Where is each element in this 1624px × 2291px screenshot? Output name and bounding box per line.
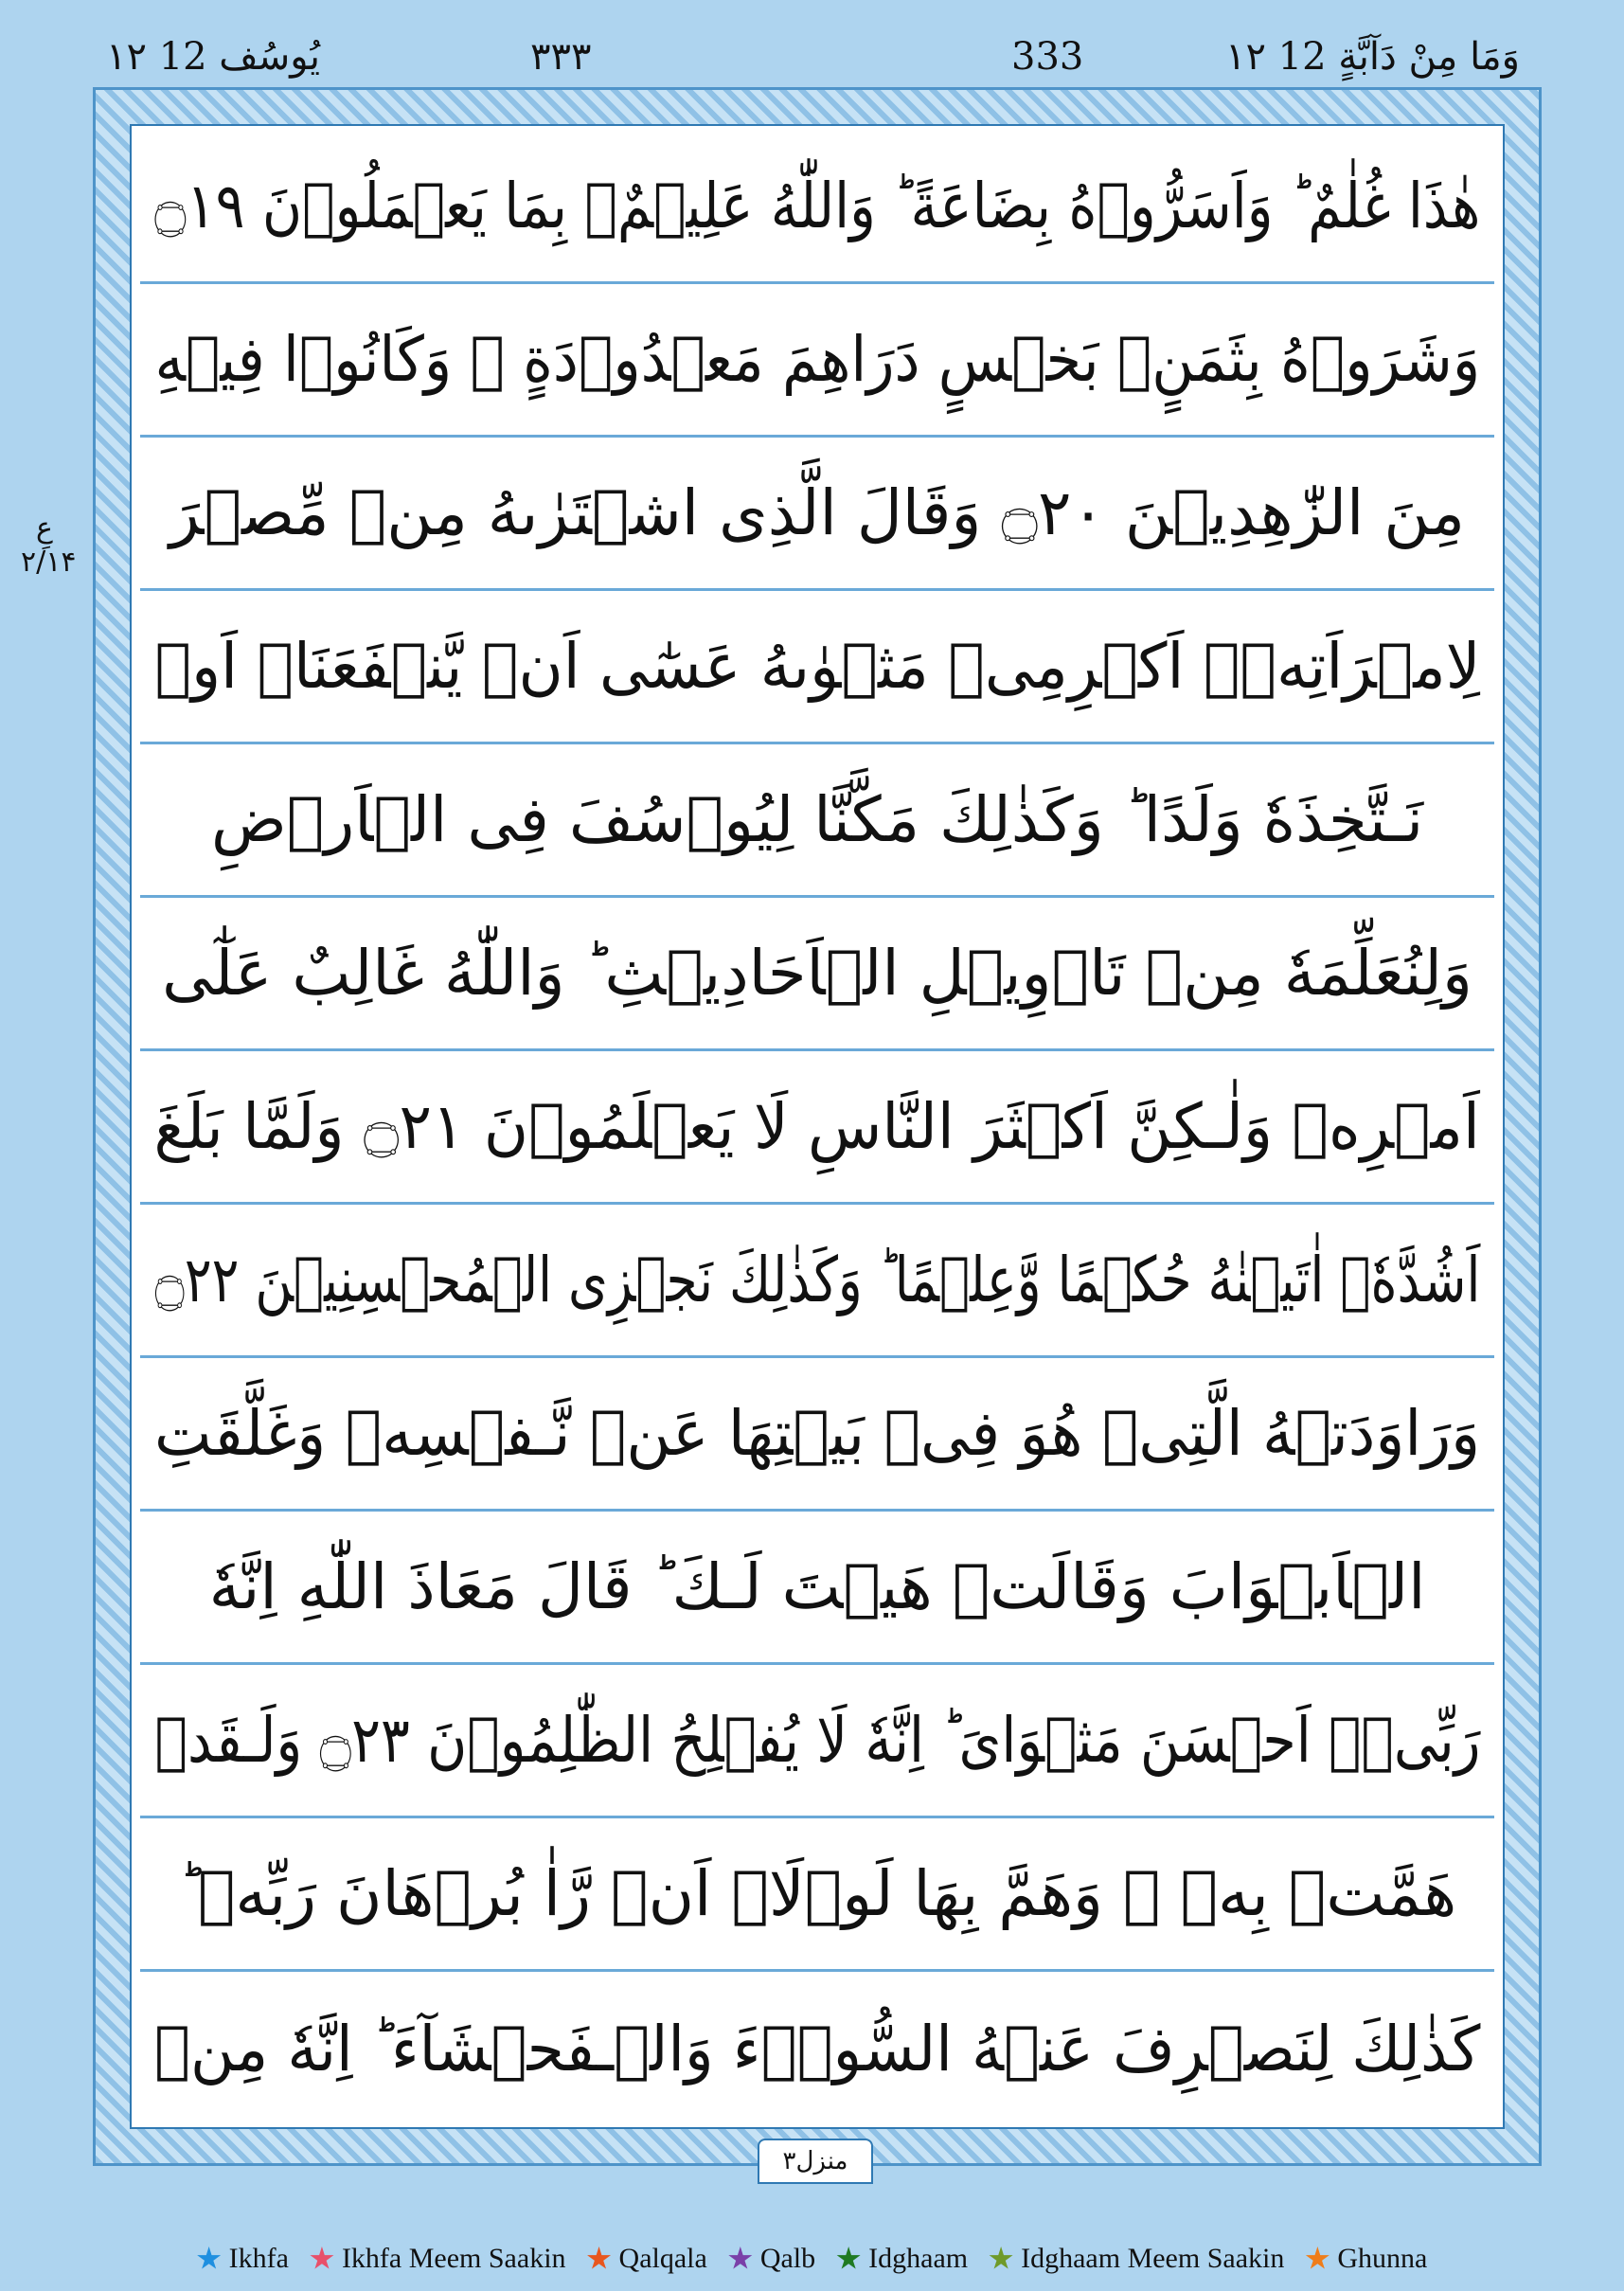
legend-item-qalqala	[587, 2243, 707, 2275]
star-icon	[310, 2246, 334, 2271]
star-icon	[1305, 2246, 1330, 2271]
verse-lines	[140, 131, 1494, 2120]
legend-label: Ikhfa Meem Saakin	[341, 2243, 566, 2274]
legend-item-ikhfa	[197, 2243, 289, 2275]
legend-item-idghaam	[836, 2243, 968, 2275]
verse-line-text: اَمۡرِهٖ وَلٰـكِنَّ اَكۡثَرَ النَّاسِ لَا يَعۡلَمُوۡنَ ۝٢١ وَلَمَّا بَلَغَ	[153, 1090, 1481, 1163]
legend-label: Ikhfa	[228, 2243, 289, 2274]
star-icon	[587, 2246, 612, 2271]
verse-line	[140, 1205, 1494, 1358]
verse-line-text: وَشَرَوۡهُ بِثَمَنٍۢ بَخۡسٍ دَرَاهِمَ مَعۡدُوۡدَةٍ ۚ وَكَانُوۡا فِيۡهِ	[154, 323, 1480, 396]
legend-label: Ghunna	[1337, 2243, 1428, 2274]
verse-line-text: كَذٰلِكَ لِنَصۡرِفَ عَنۡهُ السُّوۡۤءَ وَالۡـفَحۡشَآءَ ؕ اِنَّهٗ مِنۡ	[153, 2012, 1481, 2085]
star-icon	[989, 2246, 1013, 2271]
verse-line	[140, 898, 1494, 1051]
tajweed-legend	[0, 2235, 1624, 2282]
manzil-label: منزل۳	[758, 2139, 873, 2184]
verse-line	[140, 1358, 1494, 1512]
juz-header-label: ۱۲ وَمَا مِنْ دَآبَّةٍ 12	[1224, 35, 1520, 79]
verse-line	[140, 1512, 1494, 1665]
legend-label: Qalb	[759, 2243, 816, 2274]
star-icon	[197, 2246, 222, 2271]
verse-line	[140, 744, 1494, 898]
verse-line-text: هٰذَا غُلٰمٌ ؕ وَاَسَرُّوۡهُ بِضَاعَةً ؕ وَاللّٰهُ عَلِيۡمٌۢ بِمَا يَعۡمَلُوۡنَ ۝١٩	[153, 170, 1481, 242]
verse-line-text: لِامۡرَاَتِهٖۤ اَكۡرِمِىۡ مَثۡوٰٮهُ عَسٰٓى اَنۡ يَّنۡفَعَنَاۤ اَوۡ	[154, 630, 1480, 703]
page-number-arabic: ۳۳۳	[530, 35, 592, 79]
verse-line	[140, 1818, 1494, 1972]
legend-item-idghaam-meem-saakin	[989, 2243, 1284, 2275]
verse-line	[140, 1972, 1494, 2125]
verse-line	[140, 284, 1494, 438]
verse-line-text: وَلِنُعَلِّمَهٗ مِنۡ تَاۡوِيۡلِ الۡاَحَادِيۡثِ ؕ وَاللّٰهُ غَالِبٌ عَلٰٓى	[162, 937, 1472, 1010]
verse-line-text: مِنَ الزّٰهِدِيۡنَ ۝٢٠ وَقَالَ الَّذِى اشۡتَرٰٮهُ مِنۡ مِّصۡرَ	[170, 476, 1465, 549]
star-icon	[836, 2246, 861, 2271]
verse-line	[140, 1051, 1494, 1205]
legend-label: Qalqala	[618, 2243, 707, 2274]
legend-label: Idghaam Meem Saakin	[1021, 2243, 1285, 2274]
verse-line-text: الۡاَبۡوَابَ وَقَالَتۡ هَيۡتَ لَـكَ ؕ قَالَ مَعَاذَ اللّٰهِ اِنَّهٗ	[208, 1550, 1426, 1623]
verse-line	[140, 438, 1494, 591]
verse-line	[140, 131, 1494, 284]
verse-line-text: اَشُدَّهٗۤ اٰتَيۡنٰهُ حُكۡمًا وَّعِلۡمًا ؕ وَكَذٰلِكَ نَجۡزِى الۡمُحۡسِنِيۡنَ ۝٢٢	[154, 1244, 1480, 1316]
page-header	[0, 0, 1624, 87]
verse-line	[140, 591, 1494, 744]
legend-item-qalb	[728, 2243, 815, 2275]
verse-line-text: رَبِّىۡۤ اَحۡسَنَ مَثۡوَاىَ ؕ اِنَّهٗ لَا يُفۡلِحُ الظّٰلِمُوۡنَ ۝٢٣ وَلَـقَدۡ	[154, 1704, 1480, 1777]
surah-header-label: ۱۲ یُوسُف 12	[106, 35, 321, 79]
legend-item-ikhfa-meem-saakin	[310, 2243, 566, 2275]
star-icon	[728, 2246, 753, 2271]
page-number-latin: 333	[1011, 35, 1084, 79]
ruku-margin-mark: عِ ۲/۱۴	[21, 511, 77, 579]
legend-label: Idghaam	[868, 2243, 969, 2274]
verse-line	[140, 1665, 1494, 1818]
legend-item-ghunna	[1305, 2243, 1427, 2275]
verse-line-text: نَـتَّخِذَهٗ وَلَدًا ؕ وَكَذٰلِكَ مَكَّنَّا لِيُوۡسُفَ فِى الۡاَرۡضِ	[210, 783, 1424, 856]
verse-line-text: هَمَّتۡ بِهٖ ۚ وَهَمَّ بِهَا لَوۡلَاۤ اَنۡ رَّاٰ بُرۡهَانَ رَبِّهٖ ؕ	[177, 1857, 1457, 1930]
verse-line-text: وَرَاوَدَتۡهُ الَّتِىۡ هُوَ فِىۡ بَيۡتِهَا عَنۡ نَّـفۡسِهٖ وَغَلَّقَتِ	[153, 1397, 1481, 1470]
